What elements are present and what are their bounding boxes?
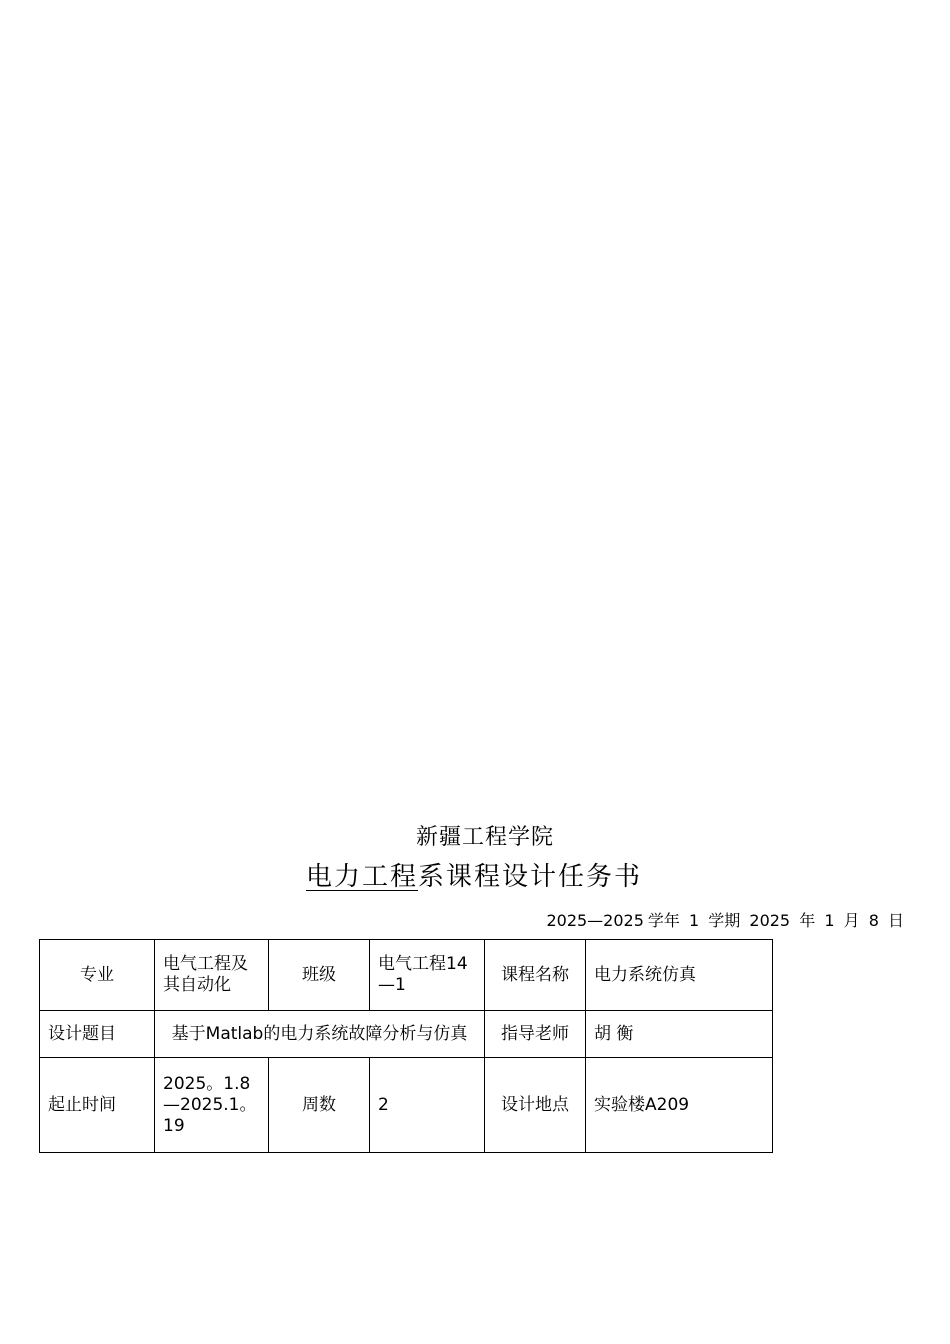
table-row (40, 1011, 773, 1058)
class-label: 班级 (269, 940, 370, 1011)
location-label: 设计地点 (485, 1058, 586, 1153)
date-line (542, 908, 904, 931)
academic-year-label: 学年 (647, 911, 680, 930)
date-month-unit: 月 (843, 911, 860, 930)
date-day-unit: 日 (887, 911, 904, 930)
date-month: 1 (824, 911, 835, 930)
location-value: 实验楼A209 (586, 1058, 773, 1153)
period-value: 2025。1.8—2025.1。19 (155, 1058, 269, 1153)
table-row (40, 1058, 773, 1153)
period-label: 起止时间 (40, 1058, 155, 1153)
course-value: 电力系统仿真 (586, 940, 773, 1011)
class-value: 电气工程14—1 (370, 940, 485, 1011)
task-table (39, 939, 773, 1153)
course-label: 课程名称 (485, 940, 586, 1011)
academic-year: 2025—2025 (546, 911, 644, 930)
date-day: 8 (868, 911, 879, 930)
school-name: 新疆工程学院 (415, 825, 554, 850)
title-suffix: 系课程设计任务书 (418, 862, 643, 892)
advisor-value: 胡 衡 (586, 1011, 773, 1058)
document-title (288, 856, 642, 893)
department-name: 电力工程 (306, 862, 419, 892)
semester-label: 学期 (708, 911, 741, 930)
topic-value: 基于Matlab的电力系统故障分析与仿真 (155, 1011, 485, 1058)
table-row (40, 940, 773, 1011)
major-value: 电气工程及其自动化 (155, 940, 269, 1011)
weeks-value: 2 (370, 1058, 485, 1153)
date-year-unit: 年 (799, 911, 816, 930)
major-label: 专业 (40, 940, 155, 1011)
topic-label: 设计题目 (40, 1011, 155, 1058)
semester-number: 1 (689, 911, 700, 930)
date-year: 2025 (749, 911, 791, 930)
advisor-label: 指导老师 (485, 1011, 586, 1058)
weeks-label: 周数 (269, 1058, 370, 1153)
